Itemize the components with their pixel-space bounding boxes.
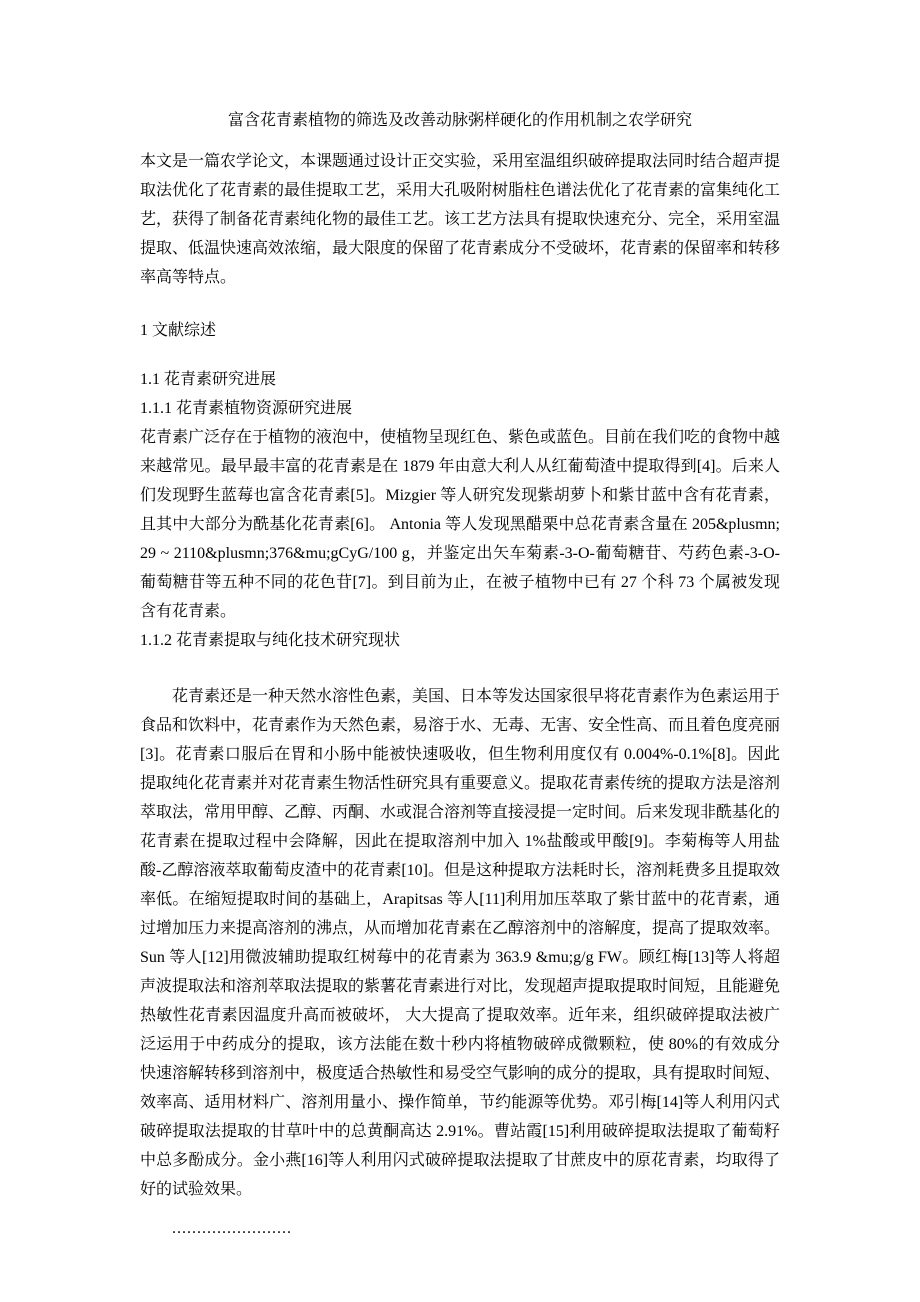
heading-1-1: 1.1 花青素研究进展: [140, 371, 277, 388]
paragraph-1-1-1-body: 花青素广泛存在于植物的液泡中，使植物呈现红色、紫色或蓝色。目前在我们吃的食物中越来越常见。最早最丰富的花青素是在 1879 年由意大利人从红葡萄渣中提取得到[4]。后来人们发现野生蓝莓也富含花青素[5]。Mizgier 等人研究发现紫胡萝卜和紫甘蓝中含有花青素，且其中大部分为酰基化花青素[6]。 Antonia 等人发现黑醋栗中总花青素含量在 205&plusmn;29 ~ 2110&plusmn;376&mu;gCyG/100 g，并鉴定出矢车菊素-3-O-葡萄糖苷、芍药色素-3-O-葡萄糖苷等五种不同的花色苷[7]。到目前为止，在被子植物中已有 27 个科 73 个属被发现含有花青素。: [140, 429, 781, 620]
heading-1-1-2: 1.1.2 花青素提取与纯化技术研究现状: [140, 632, 401, 649]
ellipsis-line: ........................: [172, 1220, 292, 1237]
document-title: 富含花青素植物的筛选及改善动脉粥样硬化的作用机制之农学研究: [227, 112, 692, 129]
paragraph-1-1-2-body: 花青素还是一种天然水溶性色素，美国、日本等发达国家很早将花青素作为色素运用于食品和饮料中，花青素作为天然色素，易溶于水、无毒、无害、安全性高、而且着色度亮丽[3]。花青素口服后在胃和小肠中能被快速吸收，但生物利用度仅有 0.004%-0.1%[8]。因此提取纯化花青素并对花青素生物活性研究具有重要意义。提取花青素传统的提取方法是溶剂萃取法，常用甲醇、乙醇、丙酮、水或混合溶剂等直接浸提一定时间。后来发现非酰基化的花青素在提取过程中会降解，因此在提取溶剂中加入 1%盐酸或甲酸[9]。李菊梅等人用盐酸-乙醇溶液萃取葡萄皮渣中的花青素[10]。但是这种提取方法耗时长，溶剂耗费多且提取效率低。在缩短提取时间的基础上，Arapitsas 等人[11]利用加压萃取了紫甘蓝中的花青素，通过增加压力来提高溶剂的沸点，从而增加花青素在乙醇溶剂中的溶解度，提高了提取效率。Sun 等人[12]用微波辅助提取红树莓中的花青素为 363.9 &mu;g/g FW。顾红梅[13]等人将超声波提取法和溶剂萃取法提取的紫薯花青素进行对比，发现超声提取提取时间短，且能避免热敏性花青素因温度升高而被破坏， 大大提高了提取效率。近年来，组织破碎提取法被广泛运用于中药成分的提取，该方法能在数十秒内将植物破碎成微颗粒，使 80%的有效成分快速溶解转移到溶剂中，极度适合热敏性和易受空气影响的成分的提取，具有提取时间短、效率高、适用材料广、溶剂用量小、操作简单，节约能源等优势。邓引梅[14]等人利用闪式破碎提取法提取的甘草叶中的总黄酮高达 2.91%。曹站霞[15]利用破碎提取法提取了葡萄籽中总多酚成分。金小燕[16]等人利用闪式破碎提取法提取了甘蔗皮中的原花青素，均取得了好的试验效果。: [140, 688, 781, 1198]
intro-paragraph: 本文是一篇农学论文，本课题通过设计正交实验，采用室温组织破碎提取法同时结合超声提取法优化了花青素的最佳提取工艺，采用大孔吸附树脂柱色谱法优化了花青素的富集纯化工艺，获得了制备花青素纯化物的最佳工艺。该工艺方法具有提取快速充分、完全，采用室温提取、低温快速高效浓缩，最大限度的保留了花青素成分不受破坏，花青素的保留率和转移率高等特点。: [140, 153, 781, 286]
heading-literature-review: 1 文献综述: [140, 322, 217, 339]
heading-1-1-1: 1.1.1 花青素植物资源研究进展: [140, 400, 353, 417]
